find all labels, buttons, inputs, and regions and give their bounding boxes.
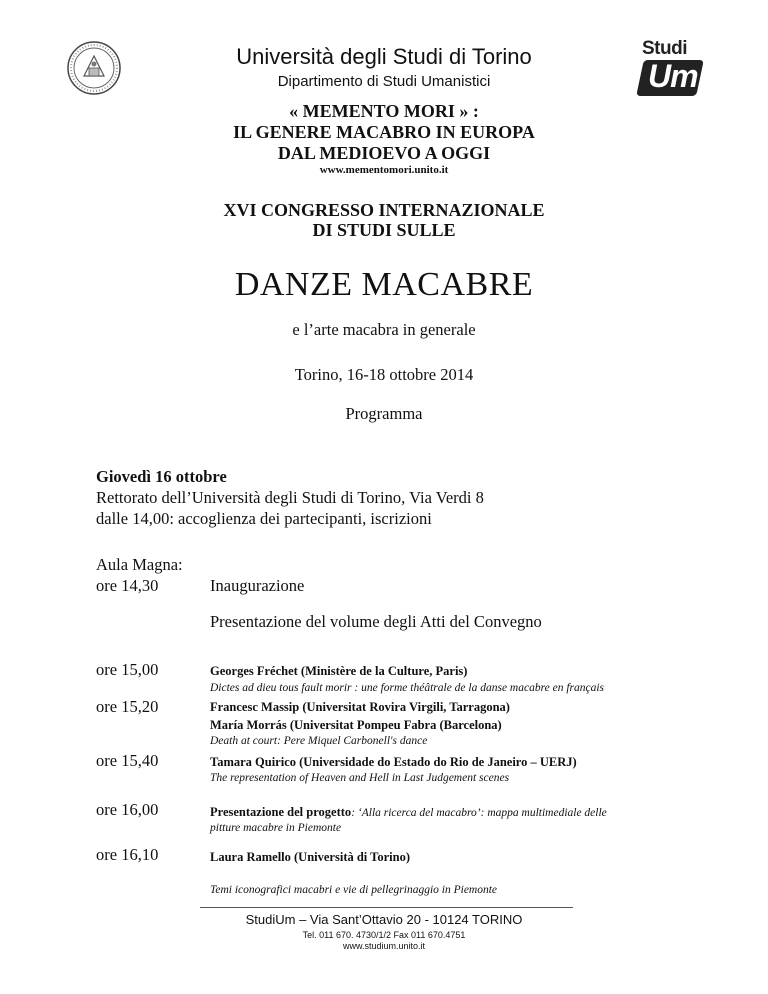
university-name: Università degli Studi di Torino	[236, 44, 532, 69]
project-title: : ‘Alla ricerca del macabro’: mappa multimediale delle	[351, 807, 607, 819]
project-presentation	[210, 805, 607, 820]
speaker-morras: María Morrás (Universitat Pompeu Fabra (Barcelona)	[210, 718, 502, 732]
time-1430: ore 14,30	[96, 576, 159, 595]
time-1540: ore 15,40	[96, 751, 159, 770]
time-1600: ore 16,00	[96, 800, 159, 819]
footer-address: StudiUm – Via Sant’Ottavio 20 - 10124 TORINO	[245, 912, 523, 927]
conference-website-link[interactable]: www.mementomori.unito.it	[319, 164, 449, 176]
presentazione-atti: Presentazione del volume degli Atti del Convegno	[210, 612, 542, 631]
conference-title-line1: « MEMENTO MORI » :	[289, 101, 479, 121]
logo-um-text: Um	[648, 58, 698, 94]
footer-website-link[interactable]: www.studium.unito.it	[342, 941, 426, 951]
programma-heading: Programma	[345, 404, 423, 423]
speaker-frechet: Georges Fréchet (Ministère de la Culture, Paris)	[210, 664, 468, 678]
speaker-massip: Francesc Massip (Universitat Rovira Virgili, Tarragona)	[210, 700, 510, 714]
place-date: Torino, 16-18 ottobre 2014	[294, 365, 474, 384]
talk-title-frechet: Dictes ad dieu tous fault morir : une forme théâtrale de la danse macabre en français	[210, 682, 605, 694]
congress-line1: XVI CONGRESSO INTERNAZIONALE	[223, 200, 545, 220]
talk-title-quirico: The representation of Heaven and Hell in Last Judgement scenes	[210, 772, 510, 784]
speaker-quirico: Tamara Quirico (Universidade do Estado do Rio de Janeiro – UERJ)	[210, 755, 577, 769]
subtitle: e l’arte macabra in generale	[292, 320, 476, 339]
time-1520: ore 15,20	[96, 697, 159, 716]
day-venue: Rettorato dell’Università degli Studi di Torino, Via Verdi 8	[96, 488, 484, 507]
day-heading: Giovedì 16 ottobre	[96, 467, 227, 486]
day-welcome: dalle 14,00: accoglienza dei partecipanti, iscrizioni	[96, 509, 432, 528]
time-1610: ore 16,10	[96, 845, 159, 864]
talk-title-ramello: Temi iconografici macabri e vie di pellegrinaggio in Piemonte	[210, 884, 498, 896]
congress-line2: DI STUDI SULLE	[312, 220, 456, 240]
department-name: Dipartimento di Studi Umanistici	[277, 73, 491, 90]
project-label: Presentazione del progetto	[210, 805, 352, 819]
main-title: DANZE MACABRE	[234, 266, 534, 303]
logo-studi-text: Studi	[642, 38, 687, 59]
project-title-cont: pitture macabre in Piemonte	[210, 822, 342, 834]
conference-title-line3: DAL MEDIOEVO A OGGI	[277, 143, 491, 163]
talk-title-massip-morras: Death at court: Pere Miquel Carbonell's dance	[210, 735, 428, 747]
time-1500: ore 15,00	[96, 660, 159, 679]
inaugurazione: Inaugurazione	[210, 576, 305, 595]
speaker-ramello: Laura Ramello (Università di Torino)	[210, 850, 411, 864]
room-label: Aula Magna:	[96, 555, 183, 574]
footer-divider	[200, 907, 573, 908]
conference-title-line2: IL GENERE MACABRO IN EUROPA	[233, 122, 535, 142]
footer-phone: Tel. 011 670. 4730/1/2 Fax 011 670.4751	[302, 930, 466, 940]
